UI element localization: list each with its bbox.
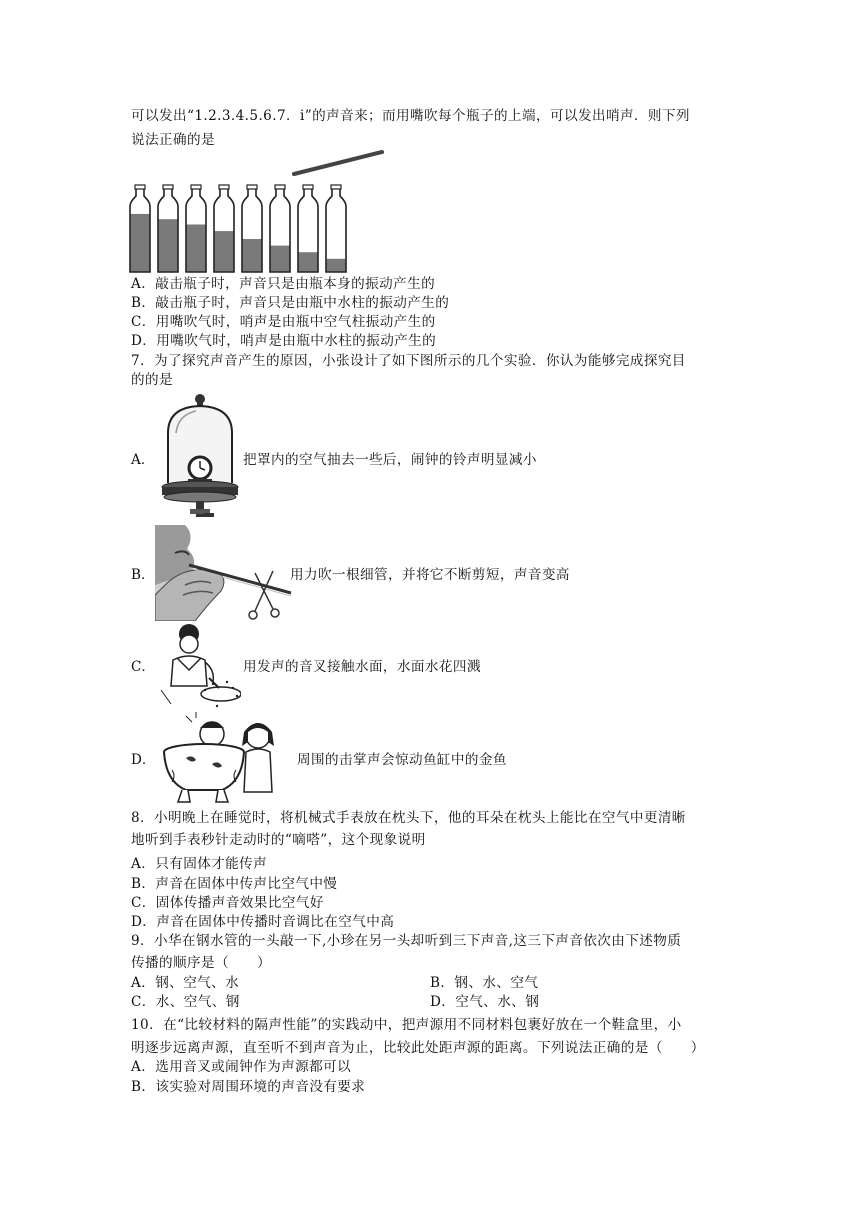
q9-stem-line1: 9．小华在钢水管的一头敲一下,小珍在另一头却听到三下声音,这三下声音依次由下述物质 [131, 933, 682, 949]
q7-option-c-text: 用发声的音叉接触水面，水面水花四溅 [243, 659, 481, 675]
q9-option-d: D．空气、水、钢 [430, 994, 540, 1010]
q7-stem-line1: 7．为了探究声音产生的原因，小张设计了如下图所示的几个实验．你认为能够完成探究目 [131, 353, 686, 369]
bottle-icon [242, 185, 262, 272]
bell-jar-figure [160, 393, 240, 528]
straw-figure [155, 525, 295, 621]
q7-option-a-letter: A． [131, 452, 155, 468]
q6-option-b: B．敲击瓶子时，声音只是由瓶中水柱的振动产生的 [131, 295, 450, 311]
tuning-fork-figure [157, 622, 241, 710]
bottle-icon [130, 185, 150, 272]
q7-option-b-text: 用力吹一根细管，并将它不断剪短，声音变高 [290, 567, 570, 583]
q10-stem-line1: 10．在“比较材料的隔声性能”的实践动中，把声源用不同材料包裹好放在一个鞋盒里，小 [131, 1017, 682, 1033]
q8-stem-line1: 8．小明晚上在睡觉时，将机械式手表放在枕头下，他的耳朵在枕头上能比在空气中更清晰 [131, 810, 686, 826]
q10-stem-line2: 明逐步远离声源，直至听不到声音为止，比较此处距声源的距离。下列说法正确的是（ ） [131, 1040, 705, 1056]
bottle-icon [270, 185, 290, 272]
q6-stem-line2: 说法正确的是 [131, 132, 215, 148]
q8-option-d: D．声音在固体中传播时音调比在空气中高 [131, 914, 395, 930]
q10-option-b: B．该实验对周围环境的声音没有要求 [131, 1079, 366, 1095]
q8-option-a: A．只有固体才能传声 [131, 856, 268, 872]
water-basin-icon [201, 687, 241, 701]
q7-option-d-text: 周围的击掌声会惊动鱼缸中的金鱼 [297, 752, 507, 768]
q6-option-a: A．敲击瓶子时，声音只是由瓶本身的振动产生的 [131, 276, 436, 292]
q7-option-b-letter: B． [131, 567, 155, 583]
q9-stem-line2: 传播的顺序是（ ） [131, 955, 271, 971]
stick-icon [294, 152, 382, 174]
bottle-icon [186, 185, 206, 272]
q6-option-d: D．用嘴吹气时，哨声是由瓶中水柱的振动产生的 [131, 333, 437, 349]
bottle-icon [326, 185, 346, 272]
bottle-icon [298, 185, 318, 272]
fish-tank-figure [156, 712, 294, 804]
bottle-icon [214, 185, 234, 272]
bottle-icon [158, 185, 178, 272]
q9-option-b: B．钢、水、空气 [430, 975, 539, 991]
q6-stem-line1: 可以发出“1.2.3.4.5.6.7．i”的声音来；而用嘴吹每个瓶子的上端，可以发出哨声．则下列 [131, 108, 690, 124]
q7-stem-line2: 的的是 [131, 372, 173, 388]
q6-option-c: C．用嘴吹气时，哨声是由瓶中空气柱振动产生的 [131, 314, 436, 330]
bottles-figure [128, 148, 388, 276]
q7-option-d-letter: D． [131, 752, 156, 768]
q8-option-b: B．声音在固体中传声比空气中慢 [131, 876, 338, 892]
q8-option-c: C．固体传播声音效果比空气好 [131, 895, 324, 911]
q9-option-a: A．钢、空气、水 [131, 975, 240, 991]
q7-option-a-text: 把罩内的空气抽去一些后，闹钟的铃声明显减小 [243, 452, 537, 468]
q9-option-c: C．水、空气、钢 [131, 994, 240, 1010]
q7-option-c-letter: C． [131, 659, 155, 675]
q8-stem-line2: 地听到手表秒针走动时的“嘀嗒”，这个现象说明 [131, 832, 426, 848]
q10-option-a: A．选用音叉或闹钟作为声源都可以 [131, 1059, 352, 1075]
